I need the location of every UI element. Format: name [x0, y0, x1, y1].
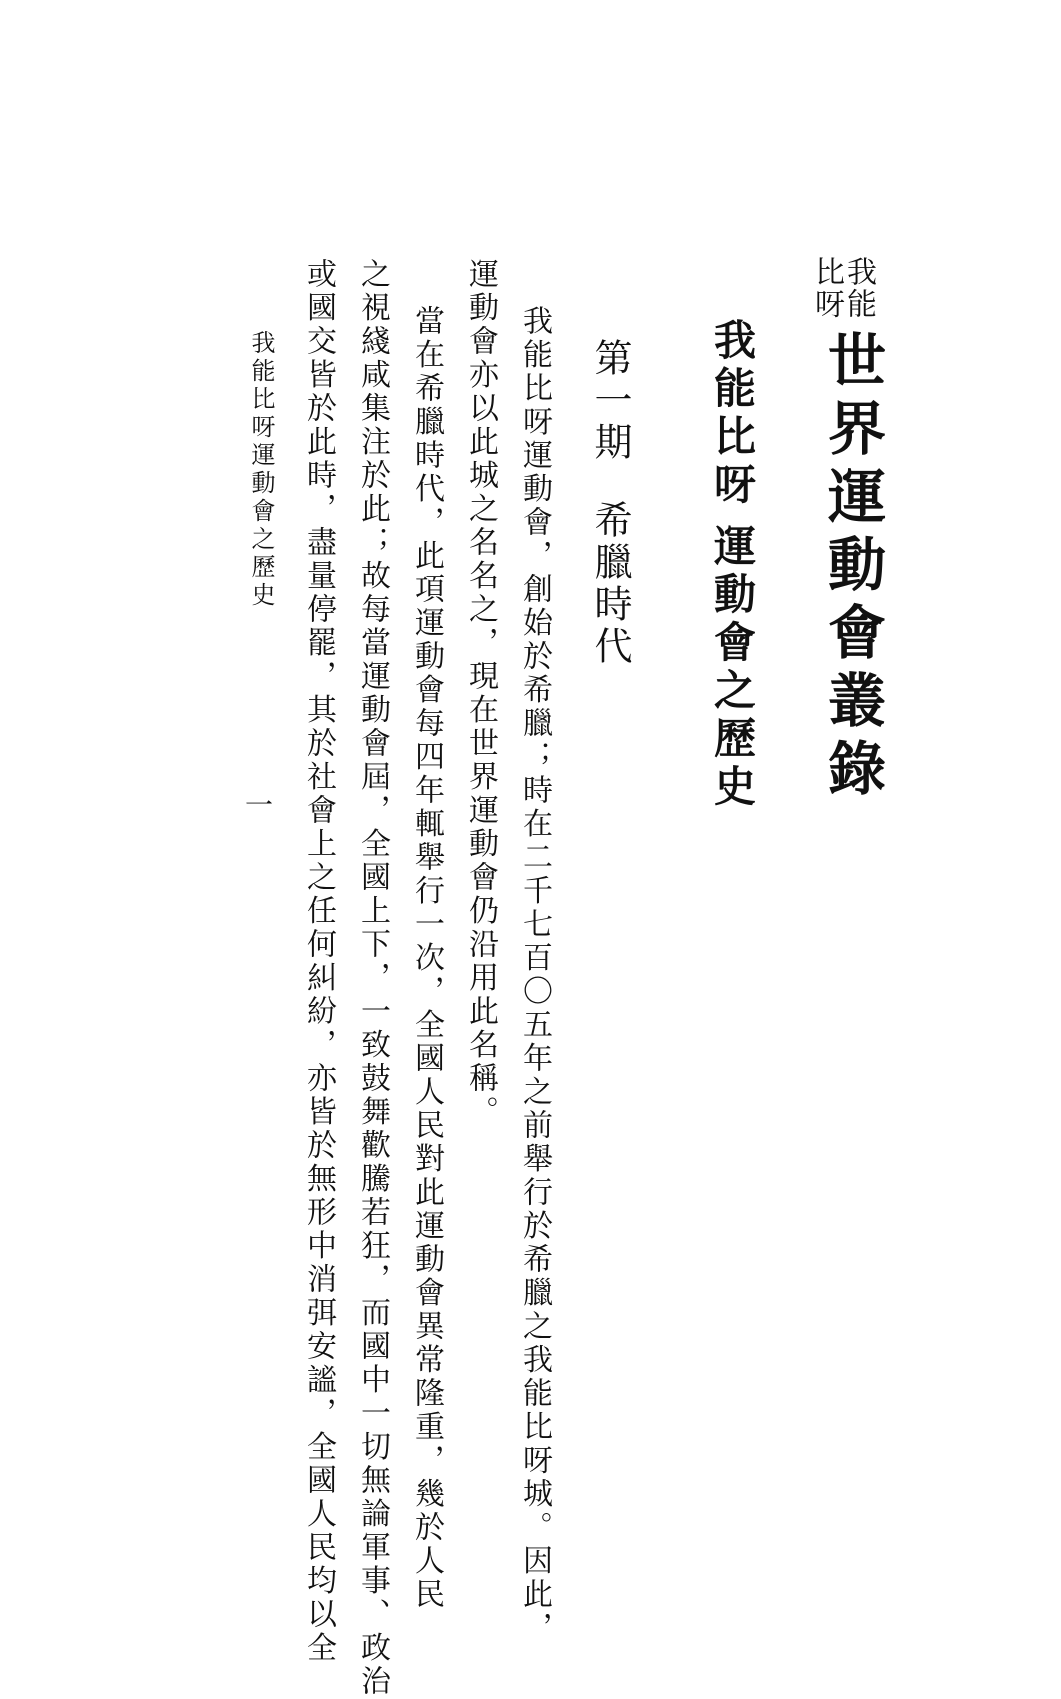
body-line-3: 當在希臘時代，此項運動會每四年輒舉行一次，全國人民對此運動會異常隆重，幾於人民	[409, 305, 444, 1612]
chapter-title-part1: 我能比呀	[708, 318, 757, 510]
page-number: 一	[241, 790, 274, 818]
body-line-5: 或國交皆於此時，盡量停罷，其於社會上之任何糾紛，亦皆於無形中消弭安謐，全國人民均以全	[301, 258, 336, 1665]
chapter-title-part2: 運動會之歷史	[708, 524, 757, 812]
chapter-title	[708, 318, 757, 812]
period-label: 第一期	[588, 338, 632, 464]
body-line-4: 之視綫咸集注於此；故每當運動會屆，全國上下，一致鼓舞歡騰若狂，而國中一切無論軍事、政治	[355, 258, 390, 1699]
series-prefix-col-1: 我能	[841, 256, 876, 320]
body-line-2: 運動會亦以此城之名名之，現在世界運動會仍沿用此名稱。	[463, 258, 498, 1129]
body-line-1: 我能比呀運動會，創始於希臘；時在二千七百〇五年之前舉行於希臘之我能比呀城。因此，	[517, 305, 552, 1645]
period-heading	[588, 338, 632, 668]
series-title: 世界運動會叢錄	[818, 330, 886, 806]
running-head: 我能比呀運動會之歷史	[247, 330, 275, 610]
series-prefix-col-2: 比呀	[809, 256, 844, 320]
period-name: 希臘時代	[588, 500, 632, 668]
